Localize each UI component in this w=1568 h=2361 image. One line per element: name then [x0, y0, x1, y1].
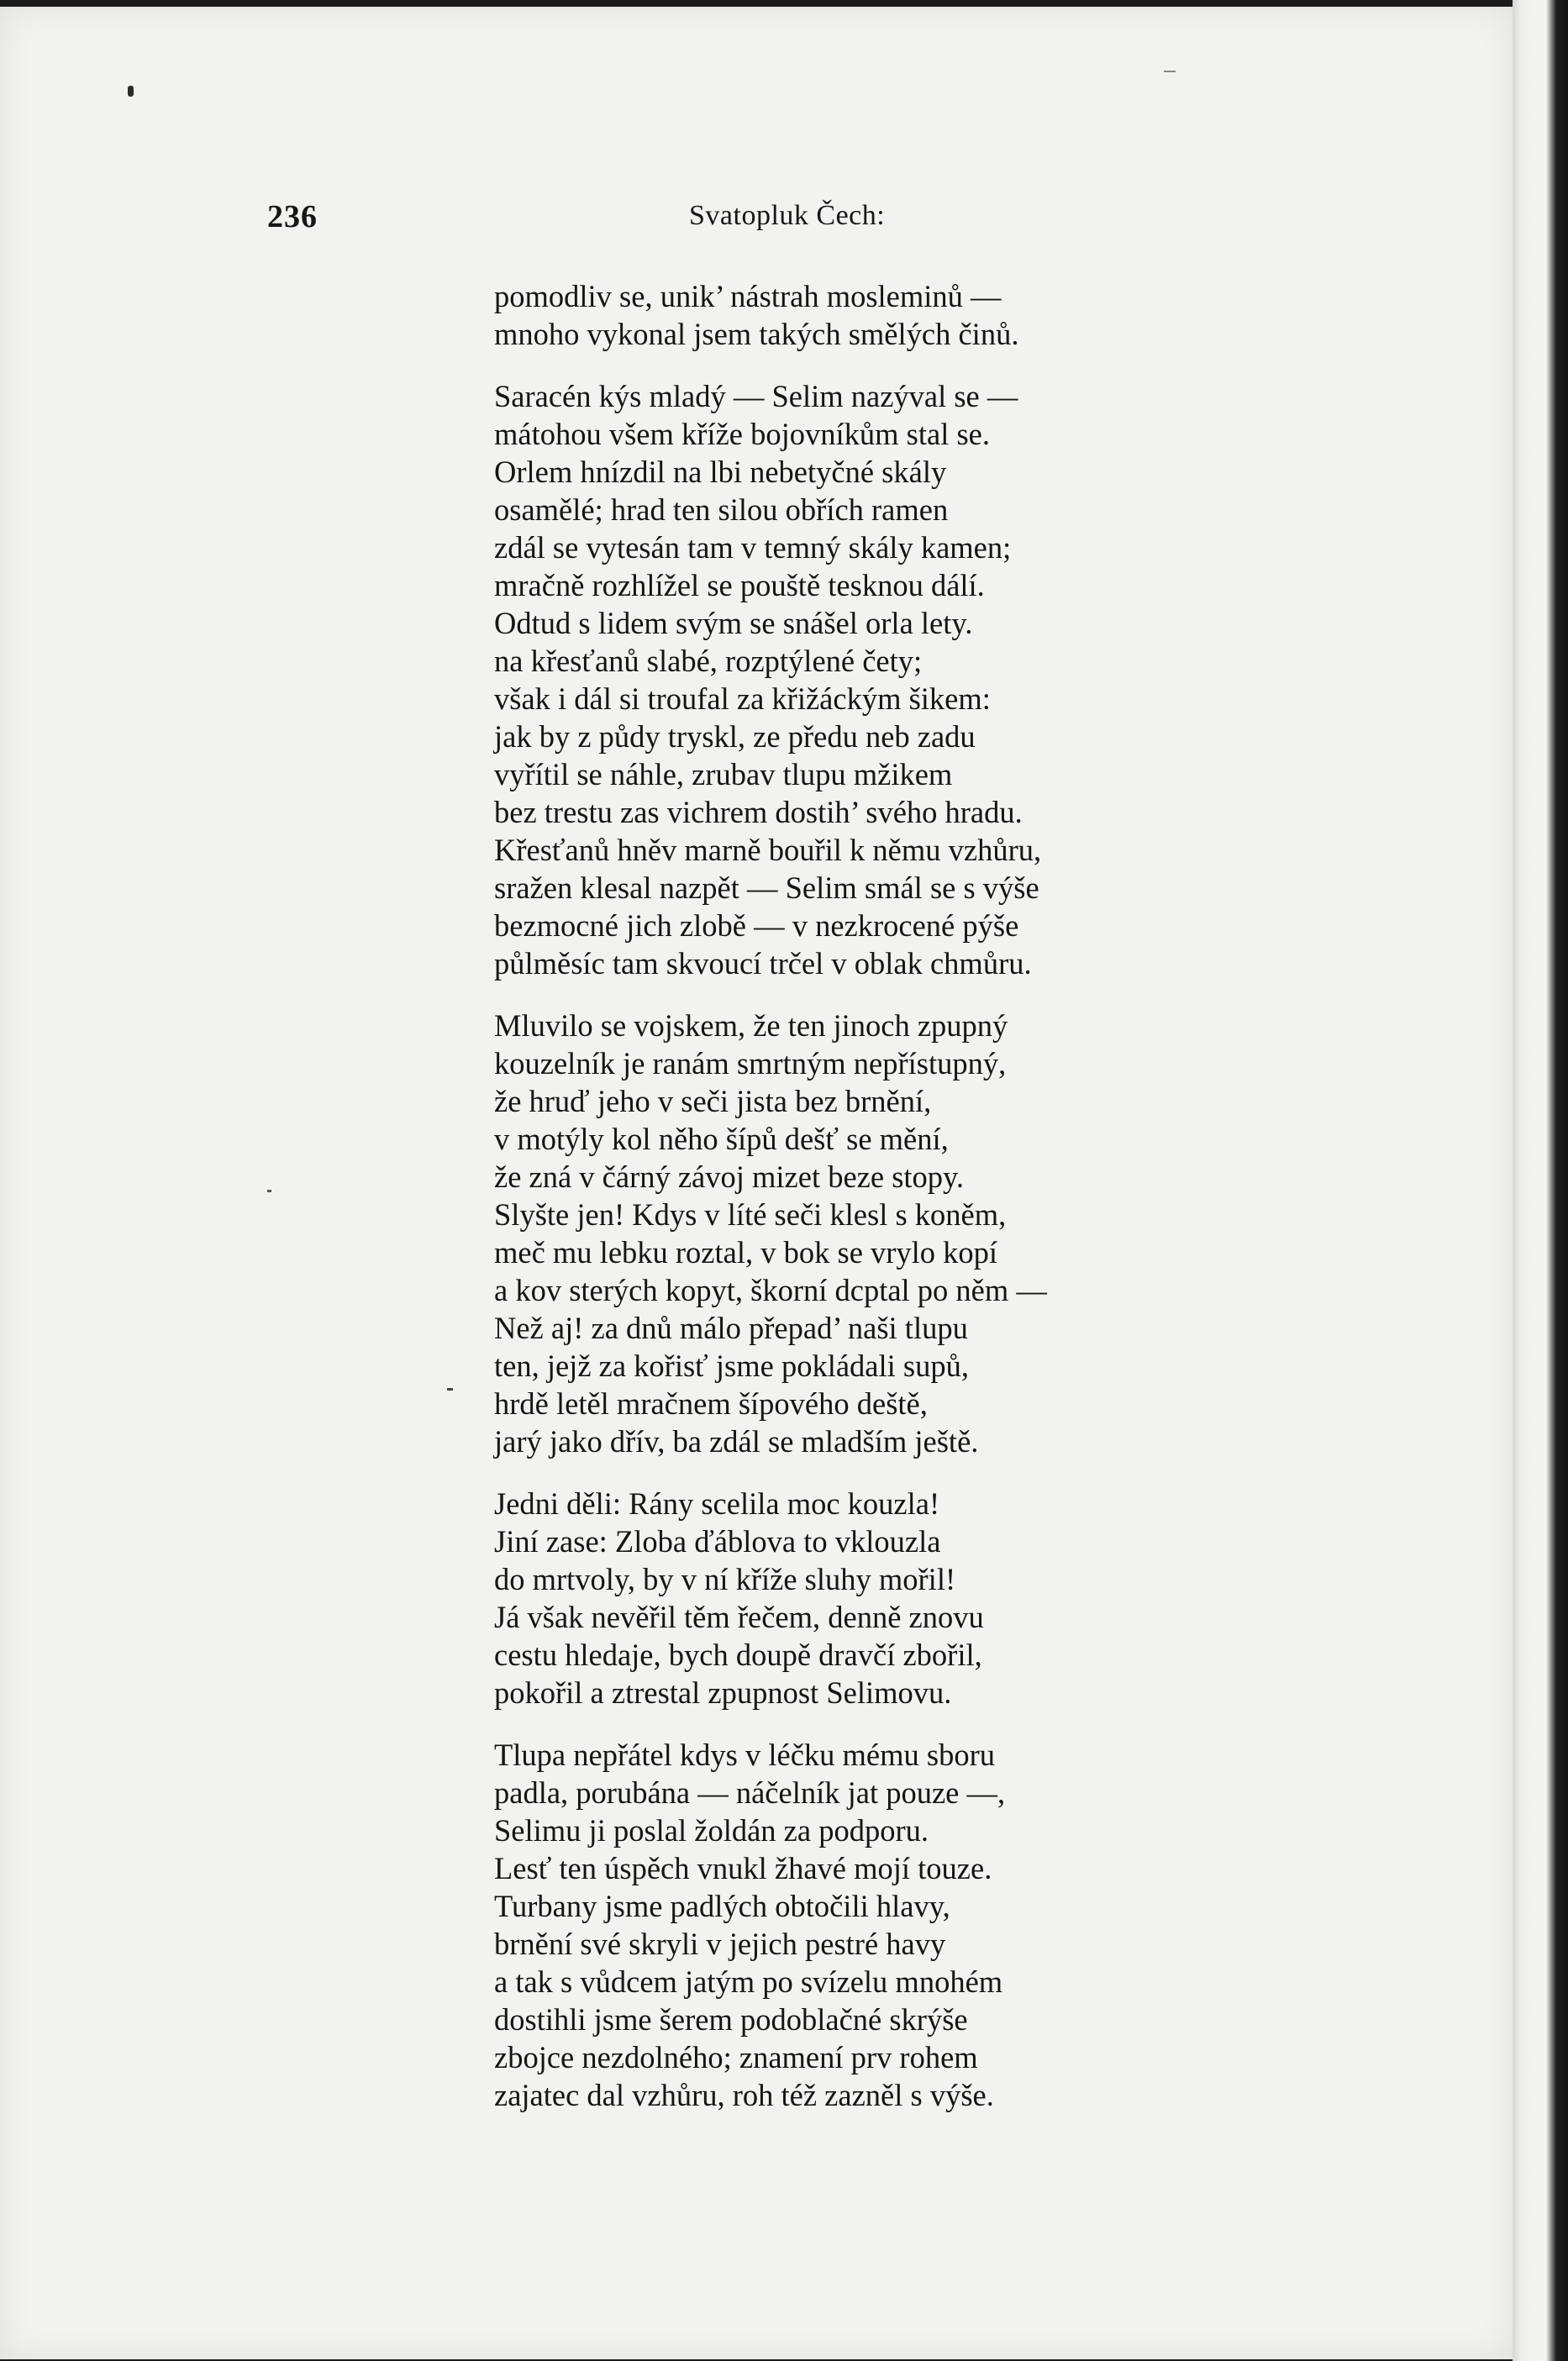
verse-line: Křesťanů hněv marně bouřil k němu vzhůru, — [494, 833, 1042, 867]
verse-line: Tlupa nepřátel kdys v léčku mému sboru — [494, 1738, 996, 1772]
verse-line: Odtud s lidem svým se snášel orla lety. — [494, 606, 973, 640]
verse-line: Já však nevěřil těm řečem, denně znovu — [494, 1600, 984, 1634]
verse-line: Jiní zase: Zloba ďáblova to vklouzla — [494, 1524, 941, 1559]
verse-line: zbojce nezdolného; znamení prv rohem — [494, 2040, 978, 2074]
verse-line: bezmocné jich zlobě — v nezkrocené pýše — [494, 908, 1019, 943]
verse-line: a kov sterých kopyt, škorní dcptal po něm — — [494, 1273, 1047, 1307]
verse-line: Turbany jsme padlých obtočili hlavy, — [494, 1889, 950, 1923]
book-page — [0, 7, 1513, 2359]
stanza — [494, 1736, 1250, 2114]
verse-line: Mluvilo se vojskem, že ten jinoch zpupný — [494, 1008, 1008, 1043]
verse-line: Jedni děli: Rány scelila moc kouzla! — [494, 1486, 940, 1521]
verse-line: meč mu lebku roztal, v bok se vrylo kopí — [494, 1235, 998, 1270]
verse-line: vyřítil se náhle, zrubav tlupu mžikem — [494, 757, 953, 791]
verse-line: osamělé; hrad ten silou obřích ramen — [494, 492, 949, 527]
ink-speck — [447, 1388, 453, 1391]
stanza — [494, 377, 1250, 982]
verse-line: však i dál si troufal za křižáckým šikem: — [494, 681, 991, 716]
verse-line: jarý jako dřív, ba zdál se mladším ještě. — [494, 1424, 979, 1459]
verse-line: ten, jejž za kořisť jsme pokládali supů, — [494, 1349, 969, 1383]
page-header — [267, 198, 1192, 249]
running-title: Svatopluk Čech: — [689, 200, 886, 231]
verse-line: Než aj! za dnů málo přepad’ naši tlupu — [494, 1311, 968, 1345]
verse-line: že hruď jeho v seči jista bez brnění, — [494, 1084, 932, 1118]
stanza — [494, 277, 1250, 353]
ink-speck — [128, 86, 134, 97]
verse-line: dostihli jsme šerem podoblačné skrýše — [494, 2002, 968, 2037]
verse-line: a tak s vůdcem jatým po svízelu mnohém — [494, 1964, 1003, 1999]
verse-line: pomodliv se, unik’ nástrah mosleminů — — [494, 279, 1002, 313]
verse-line: na křesťanů slabé, rozptýlené čety; — [494, 644, 923, 678]
ink-speck — [1164, 71, 1176, 72]
ink-speck — [267, 1190, 271, 1192]
verse-line: hrdě letěl mračnem šípového deště, — [494, 1386, 928, 1421]
stanza — [494, 1007, 1250, 1460]
verse-line: Lesť ten úspěch vnukl žhavé mojí touze. — [494, 1851, 992, 1885]
verse-line: kouzelník je ranám smrtným nepřístupný, — [494, 1046, 1007, 1081]
verse-line: zdál se vytesán tam v temný skály kamen; — [494, 530, 1012, 565]
verse-line: půlměsíc tam skvoucí trčel v oblak chmůru. — [494, 946, 1032, 981]
poem-text — [494, 277, 1250, 2138]
verse-line: že zná v čárný závoj mizet beze stopy. — [494, 1159, 965, 1194]
page-edge — [1513, 0, 1568, 2361]
verse-line: do mrtvoly, by v ní kříže sluhy mořil! — [494, 1562, 956, 1596]
verse-line: cestu hledaje, bych doupě dravčí zbořil, — [494, 1638, 982, 1672]
verse-line: zajatec dal vzhůru, roh též zazněl s výše. — [494, 2078, 994, 2112]
verse-line: sražen klesal nazpět — Selim smál se s výše — [494, 870, 1039, 905]
verse-line: Slyšte jen! Kdys v líté seči klesl s koněm, — [494, 1197, 1007, 1232]
page-number: 236 — [267, 199, 318, 234]
verse-line: mnoho vykonal jsem takých smělých činů. — [494, 317, 1019, 351]
verse-line: Orlem hnízdil na lbi nebetyčné skály — [494, 455, 947, 489]
verse-line: mátohou všem kříže bojovníkům stal se. — [494, 417, 990, 451]
verse-line: padla, porubána — náčelník jat pouze —, — [494, 1775, 1006, 1810]
verse-line: Saracén kýs mladý — Selim nazýval se — — [494, 379, 1018, 413]
verse-line: jak by z půdy tryskl, ze předu neb zadu — [494, 719, 976, 754]
verse-line: v motýly kol něho šípů dešť se mění, — [494, 1122, 949, 1156]
verse-line: Selimu ji poslal žoldán za podporu. — [494, 1813, 929, 1848]
verse-line: bez trestu zas vichrem dostih’ svého hradu. — [494, 795, 1023, 829]
stanza — [494, 1485, 1250, 1712]
verse-line: pokořil a ztrestal zpupnost Selimovu. — [494, 1675, 952, 1710]
verse-line: mračně rozhlížel se pouště tesknou dálí. — [494, 568, 985, 602]
verse-line: brnění své skryli v jejich pestré havy — [494, 1927, 946, 1961]
